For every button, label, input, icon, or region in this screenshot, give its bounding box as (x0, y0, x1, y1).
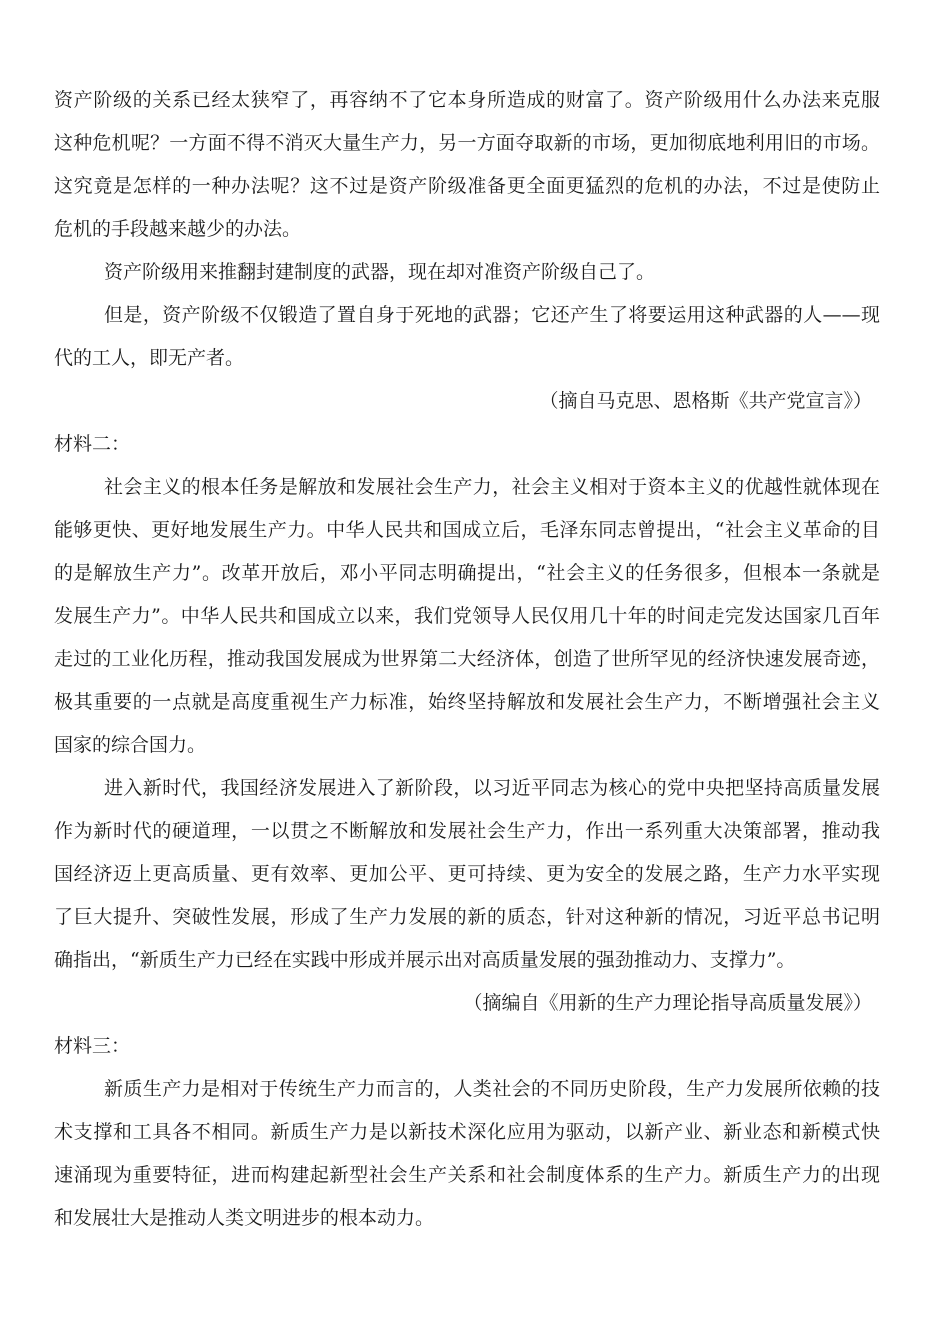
text-line: 了巨大提升、突破性发展，形成了生产力发展的新的质态，针对这种新的情况，习近平总书记明 (54, 906, 880, 928)
text-line: 和发展壮大是推动人类文明进步的根本动力。 (54, 1207, 435, 1229)
text-line: 进入新时代，我国经济发展进入了新阶段，以习近平同志为核心的党中央把坚持高质量发展 (104, 777, 880, 799)
text-line: 速涌现为重要特征，进而构建起新型社会生产关系和社会制度体系的生产力。新质生产力的出现 (54, 1164, 880, 1186)
material2-paragraph1 (54, 466, 880, 767)
text-line: 走过的工业化历程，推动我国发展成为世界第二大经济体，创造了世所罕见的经济快速发展奇迹， (54, 648, 880, 670)
text-line: 但是，资产阶级不仅锻造了置自身于死地的武器；它还产生了将要运用这种武器的人——现 (104, 304, 880, 326)
material1-paragraph3 (54, 294, 880, 380)
text-line: 的是解放生产力”。改革开放后，邓小平同志明确提出，“社会主义的任务很多，但根本一条就是 (54, 562, 880, 584)
document-page (54, 79, 880, 1240)
text-line: 术支撑和工具各不相同。新质生产力是以新技术深化应用为驱动，以新产业、新业态和新模式快 (54, 1121, 880, 1143)
text-line: 代的工人，即无产者。 (54, 347, 245, 369)
material2-heading: 材料二： (54, 433, 131, 455)
text-line: 确指出，“新质生产力已经在实践中形成并展示出对高质量发展的强劲推动力、支撑力”。 (54, 949, 796, 971)
text-line: 国家的综合国力。 (54, 734, 207, 756)
material3-heading: 材料三： (54, 1035, 131, 1057)
text-line: 作为新时代的硬道理，一以贯之不断解放和发展社会生产力，作出一系列重大决策部署，推动我 (54, 820, 880, 842)
text-line: 能够更快、更好地发展生产力。中华人民共和国成立后，毛泽东同志曾提出，“社会主义革命的目 (54, 519, 880, 541)
text-line: 这究竟是怎样的一种办法呢？这不过是资产阶级准备更全面更猛烈的危机的办法，不过是使防止 (54, 175, 880, 197)
text-line: 资产阶级用来推翻封建制度的武器，现在却对准资产阶级自己了。 (104, 261, 656, 283)
material1-paragraph1 (54, 79, 880, 251)
text-line: 国经济迈上更高质量、更有效率、更加公平、更可持续、更为安全的发展之路，生产力水平实现 (54, 863, 880, 885)
text-line: 极其重要的一点就是高度重视生产力标准，始终坚持解放和发展社会生产力，不断增强社会主义 (54, 691, 880, 713)
material3-paragraph1 (54, 1068, 880, 1240)
material1-source: （摘自马克思、恩格斯《共产党宣言》） (539, 390, 872, 412)
text-line: 新质生产力是相对于传统生产力而言的，人类社会的不同历史阶段，生产力发展所依赖的技 (104, 1078, 880, 1100)
text-line: 资产阶级的关系已经太狭窄了，再容纳不了它本身所造成的财富了。资产阶级用什么办法来克服 (54, 89, 880, 111)
text-line: 社会主义的根本任务是解放和发展社会生产力，社会主义相对于资本主义的优越性就体现在 (104, 476, 880, 498)
text-line: 危机的手段越来越少的办法。 (54, 218, 302, 240)
text-line: 这种危机呢？一方面不得不消灭大量生产力，另一方面夺取新的市场，更加彻底地利用旧的市场。 (54, 132, 880, 154)
material1-paragraph2 (54, 251, 880, 294)
material2-source: （摘编自《用新的生产力理论指导高质量发展》） (463, 992, 872, 1014)
text-line: 发展生产力”。中华人民共和国成立以来，我们党领导人民仅用几十年的时间走完发达国家几百年 (54, 605, 880, 627)
material2-paragraph2 (54, 767, 880, 982)
